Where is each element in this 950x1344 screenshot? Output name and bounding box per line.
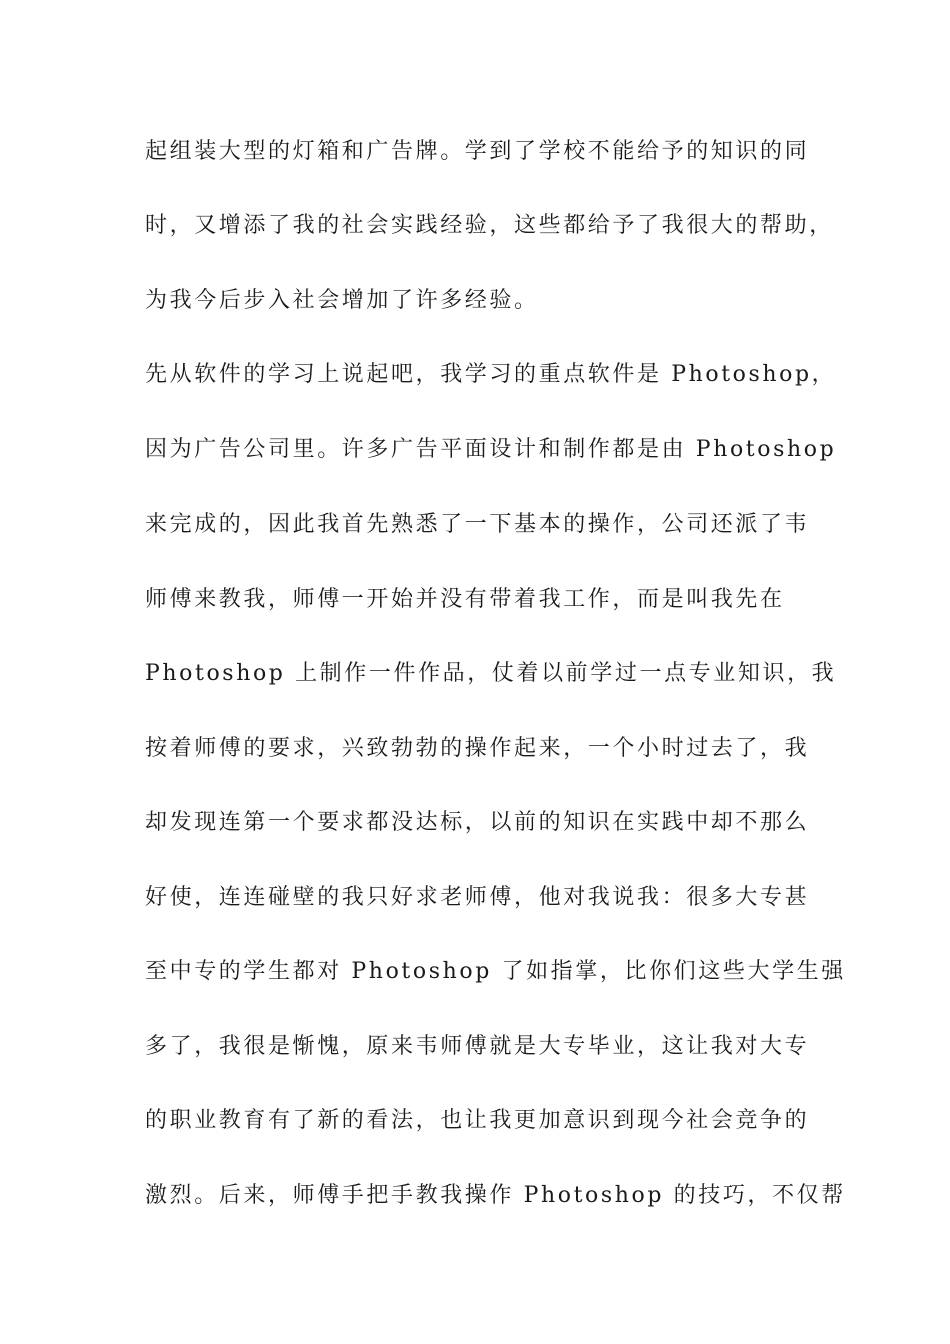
text-line: 激烈。后来，师傅手把手教我操作 Photoshop 的技巧，不仅帮 <box>145 1183 846 1208</box>
text-line: 按着师傅的要求，兴致勃勃的操作起来，一个小时过去了，我 <box>145 736 810 761</box>
text-line: 师傅来教我，师傅一开始并没有带着我工作，而是叫我先在 <box>145 587 785 612</box>
text-line: 起组装大型的灯箱和广告牌。学到了学校不能给予的知识的同 <box>145 139 810 164</box>
text-line: 好使，连连碰壁的我只好求老师傅，他对我说我：很多大专甚 <box>145 885 810 910</box>
text-line: 先从软件的学习上说起吧，我学习的重点软件是 Photoshop， <box>145 362 837 387</box>
text-line: 因为广告公司里。许多广告平面设计和制作都是由 Photoshop <box>145 437 837 462</box>
text-line: 的职业教育有了新的看法，也让我更加意识到现今社会竞争的 <box>145 1108 810 1133</box>
text-line: 为我今后步入社会增加了许多经验。 <box>145 288 539 313</box>
text-line: Photoshop 上制作一件作品，仗着以前学过一点专业知识，我 <box>145 661 837 686</box>
text-line: 多了，我很是惭愧，原来韦师傅就是大专毕业，这让我对大专 <box>145 1034 810 1059</box>
text-line: 至中专的学生都对 Photoshop 了如指掌，比你们这些大学生强 <box>145 959 846 984</box>
text-line: 来完成的，因此我首先熟悉了一下基本的操作，公司还派了韦 <box>145 512 810 537</box>
text-line: 却发现连第一个要求都没达标，以前的知识在实践中却不那么 <box>145 810 810 835</box>
text-line: 时，又增添了我的社会实践经验，这些都给予了我很大的帮助， <box>145 213 834 238</box>
